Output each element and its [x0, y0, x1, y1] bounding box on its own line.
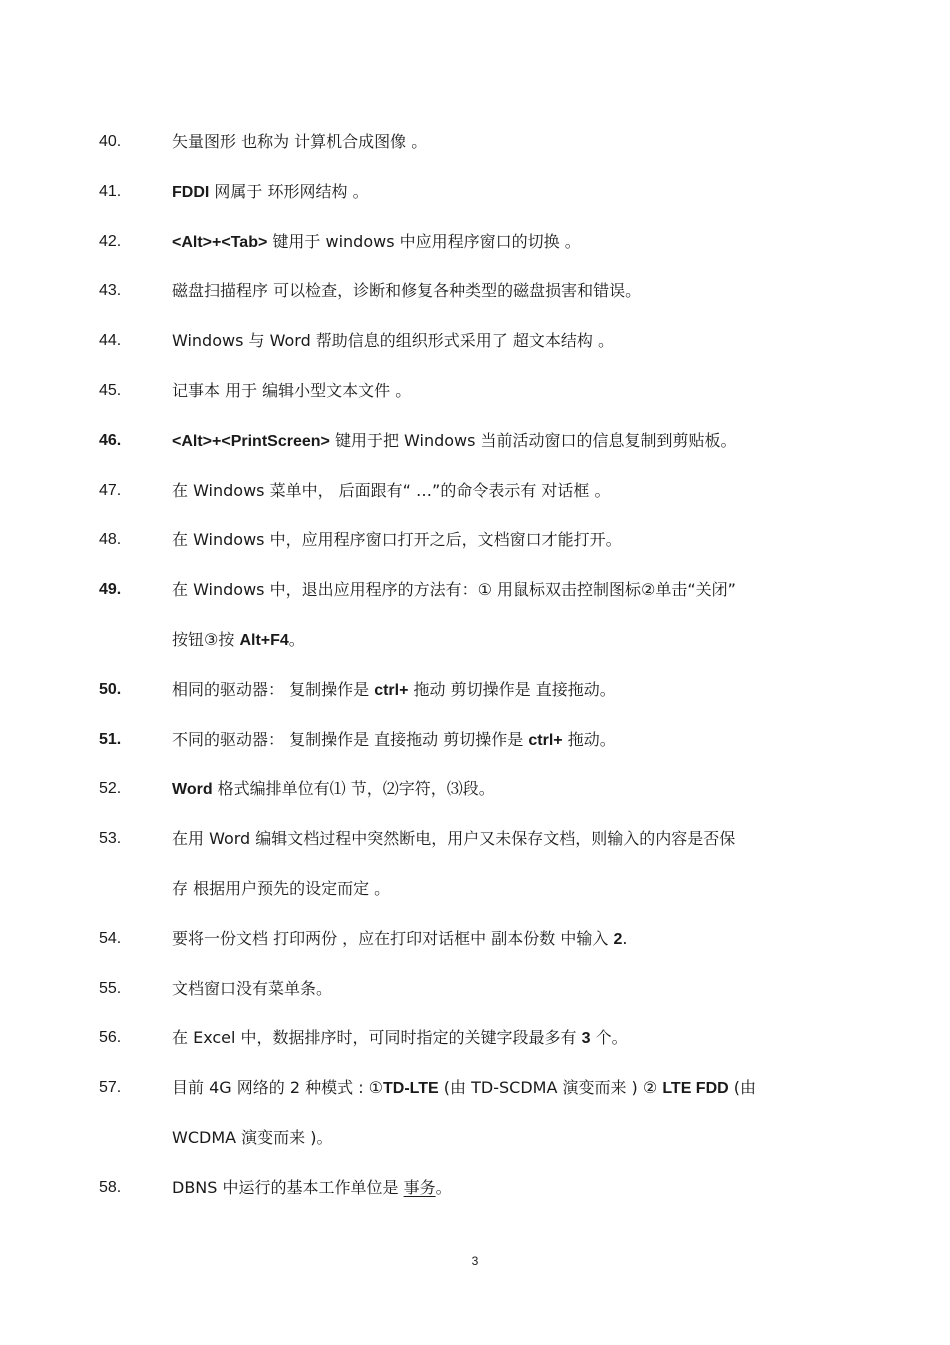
text-segment: 拖动。	[562, 730, 616, 749]
text-segment: 不同的驱动器： 复制操作是 直接拖动 剪切操作是	[172, 730, 529, 749]
item-text-line	[172, 1178, 452, 1198]
text-segment: .	[622, 929, 628, 948]
text-segment: 存 根据用户预先的设定而定 。	[172, 879, 391, 898]
bold-term: Word	[172, 781, 213, 798]
text-segment: 磁盘扫描程序 可以检查，诊断和修复各种类型的磁盘损害和错误。	[172, 281, 642, 300]
text-segment: 个。	[590, 1028, 628, 1047]
text-segment: WCDMA 演变而来 )。	[172, 1128, 333, 1147]
item-number: 42.	[99, 233, 122, 250]
bold-term: ctrl+	[374, 682, 409, 699]
bold-term: TD-LTE	[383, 1080, 439, 1097]
item-text-line	[172, 979, 332, 999]
item-number: 58.	[99, 1179, 122, 1196]
text-segment: 拖动 剪切操作是 直接拖动。	[408, 680, 616, 699]
item-number: 47.	[99, 482, 122, 499]
item-text-line	[172, 182, 369, 203]
bold-term: <Alt>+<PrintScreen>	[172, 433, 330, 450]
bold-term: 2	[613, 931, 623, 948]
item-text-line	[172, 431, 737, 452]
text-segment: Windows 与 Word 帮助信息的组织形式采用了 超文本结构 。	[172, 331, 614, 350]
item-number: 52.	[99, 780, 122, 797]
text-segment: 在用 Word 编辑文档过程中突然断电，用户又未保存文档，则输入的内容是否保	[172, 829, 736, 848]
item-text-line	[172, 232, 581, 253]
item-number: 45.	[99, 382, 122, 399]
item-number: 49.	[99, 581, 122, 598]
text-segment: 键用于把 Windows 当前活动窗口的信息复制到剪贴板。	[329, 431, 737, 450]
item-text-line	[172, 530, 622, 550]
text-segment: 。	[288, 630, 305, 649]
item-number: 57.	[99, 1079, 122, 1096]
item-number: 41.	[99, 183, 122, 200]
bold-term: LTE FDD	[662, 1080, 729, 1097]
item-text-line	[172, 1078, 756, 1099]
text-segment: 在 Windows 菜单中， 后面跟有“ …”的命令表示有 对话框 。	[172, 481, 611, 500]
text-segment: 格式编排单位有⑴ 节，⑵字符，⑶段。	[212, 779, 495, 798]
text-segment: 在 Windows 中，退出应用程序的方法有：① 用鼠标双击控制图标②单击“关闭”	[172, 580, 736, 599]
item-number: 43.	[99, 282, 122, 299]
text-segment: 在 Excel 中，数据排序时，可同时指定的关键字段最多有	[172, 1028, 582, 1047]
text-segment: 矢量图形 也称为 计算机合成图像 。	[172, 132, 428, 151]
item-number: 48.	[99, 531, 122, 548]
page-number: 3	[471, 1254, 479, 1268]
item-text-line	[172, 1028, 628, 1049]
text-segment: (由 TD-SCDMA 演变而来 ) ②	[438, 1078, 663, 1097]
text-segment: 记事本 用于 编辑小型文本文件 。	[172, 381, 412, 400]
item-text-line	[172, 481, 611, 501]
text-segment: 相同的驱动器： 复制操作是	[172, 680, 375, 699]
item-text-line	[172, 829, 735, 849]
item-number: 51.	[99, 731, 122, 748]
item-text-line	[172, 680, 616, 701]
item-text-line	[172, 630, 305, 651]
item-number: 40.	[99, 133, 122, 150]
text-segment: 目前 4G 网络的 2 种模式 : ①	[172, 1078, 384, 1097]
bold-term: Alt+F4	[239, 632, 289, 649]
bold-term: <Alt>+<Tab>	[172, 234, 268, 251]
item-number: 55.	[99, 980, 122, 997]
text-segment: 。	[435, 1178, 452, 1197]
item-number: 46.	[99, 432, 122, 449]
item-text-line	[172, 381, 411, 401]
item-text-line	[172, 929, 627, 950]
item-text-line	[172, 779, 495, 800]
item-number: 53.	[99, 830, 122, 847]
item-text-line	[172, 730, 616, 751]
item-number: 56.	[99, 1029, 122, 1046]
item-text-line	[172, 132, 427, 152]
underlined-answer: 事务	[403, 1178, 436, 1197]
text-segment: (由	[728, 1078, 757, 1097]
text-segment: 键用于 windows 中应用程序窗口的切换 。	[267, 232, 581, 251]
bold-term: FDDI	[172, 184, 210, 201]
item-text-line	[172, 331, 614, 351]
item-number: 44.	[99, 332, 122, 349]
item-text-line	[172, 580, 736, 600]
item-number: 54.	[99, 930, 122, 947]
text-segment: 按钮③按	[172, 630, 240, 649]
bold-term: ctrl+	[528, 732, 563, 749]
text-segment: DBNS 中运行的基本工作单位是	[172, 1178, 404, 1197]
text-segment: 要将一份文档 打印两份 ，应在打印对话框中 副本份数 中输入	[172, 929, 614, 948]
text-segment: 网属于 环形网结构 。	[209, 182, 369, 201]
bold-term: 3	[581, 1030, 591, 1047]
text-segment: 文档窗口没有菜单条。	[172, 979, 333, 998]
text-segment: 在 Windows 中，应用程序窗口打开之后，文档窗口才能打开。	[172, 530, 622, 549]
item-text-line	[172, 281, 641, 301]
item-number: 50.	[99, 681, 122, 698]
item-text-line	[172, 1128, 332, 1148]
item-text-line	[172, 879, 390, 899]
